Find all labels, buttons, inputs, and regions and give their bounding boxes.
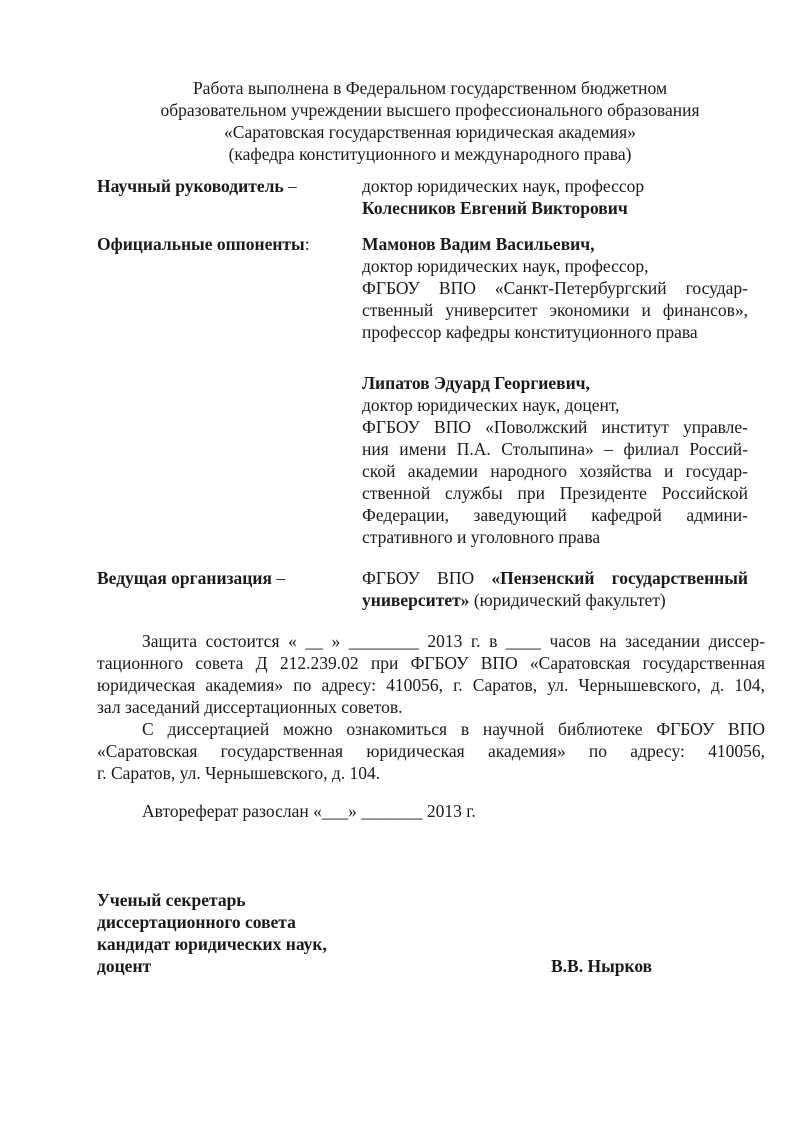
library-paragraph xyxy=(97,718,765,784)
opponent-1-line: доктор юридических наук, профессор, xyxy=(362,256,649,276)
opponent-2-line: ственной службы при Президенте Российской xyxy=(362,483,748,503)
opponent-2-line: стративного и уголовного права xyxy=(362,527,601,547)
secretary-line: диссертационного совета xyxy=(97,912,296,932)
opponent-2-line: ФГБОУ ВПО «Поволжский институт управле- xyxy=(362,417,748,437)
header-line-1: Работа выполнена в Федеральном государственном бюджетном xyxy=(192,78,668,98)
defense-line: зал заседаний диссертационных советов. xyxy=(97,697,403,717)
secretary-line: доцент xyxy=(97,956,152,976)
supervisor-degree: доктор юридических наук, профессор xyxy=(362,176,645,196)
header-line-3: «Саратовская государственная юридическая академия» xyxy=(224,122,636,142)
leading-org-line-1: ФГБОУ ВПО «Пензенский государственный xyxy=(362,568,748,588)
supervisor-info xyxy=(362,175,748,219)
supervisor-label: Научный руководитель – xyxy=(97,176,297,196)
opponent-1-line: ФГБОУ ВПО «Санкт-Петербургский государ- xyxy=(362,278,748,298)
defense-line: Защита состоится « __ » ________ 2013 г. в ____ часов на заседании диссер- xyxy=(142,631,765,651)
header-line-2: образовательном учреждении высшего профессионального образования xyxy=(160,100,700,120)
secretary-name: В.В. Нырков xyxy=(551,956,653,976)
opponents-label: Официальные оппоненты: xyxy=(97,234,310,254)
secretary-block xyxy=(97,889,327,977)
defense-paragraph xyxy=(97,630,765,718)
secretary-line: кандидат юридических наук, xyxy=(97,934,327,954)
supervisor-name: Колесников Евгений Викторович xyxy=(362,198,628,218)
leading-org-label: Ведущая организация – xyxy=(97,568,286,588)
secretary-line: Ученый секретарь xyxy=(97,890,246,910)
library-line: г. Саратов, ул. Чернышевского, д. 104. xyxy=(97,763,381,783)
leading-org-info xyxy=(362,567,748,611)
opponent-1-line: профессор кафедры конституционного права xyxy=(362,322,698,342)
library-line: «Саратовская государственная юридическая академия» по адресу: 410056, xyxy=(97,741,765,761)
opponent-1-name: Мамонов Вадим Васильевич, xyxy=(362,234,595,254)
opponent-1 xyxy=(362,233,748,343)
opponent-2-line: ской академии народного хозяйства и государ- xyxy=(362,461,748,481)
defense-line: юридическая академия» по адресу: 410056, г. Саратов, ул. Чернышевского, д. 104, xyxy=(97,675,765,695)
opponent-2 xyxy=(362,372,748,548)
document-header xyxy=(95,77,765,165)
mailed-paragraph xyxy=(97,800,765,822)
header-line-4: (кафедра конституционного и международного права) xyxy=(228,144,632,164)
opponent-2-line: ния имени П.А. Столыпина» – филиал Россий- xyxy=(362,439,748,459)
opponent-2-name: Липатов Эдуард Георгиевич, xyxy=(362,373,590,393)
library-line: С диссертацией можно ознакомиться в научной библиотеке ФГБОУ ВПО xyxy=(142,719,765,739)
opponent-2-line: Федерации, заведующий кафедрой админи- xyxy=(362,505,748,525)
mailed-line: Автореферат разослан «___» _______ 2013 г. xyxy=(142,801,476,821)
defense-line: тационного совета Д 212.239.02 при ФГБОУ ВПО «Саратовская государственная xyxy=(97,653,765,673)
leading-org-line-2: университет» (юридический факультет) xyxy=(362,590,666,610)
opponent-2-line: доктор юридических наук, доцент, xyxy=(362,395,620,415)
opponent-1-line: ственный университет экономики и финансов», xyxy=(362,300,748,320)
